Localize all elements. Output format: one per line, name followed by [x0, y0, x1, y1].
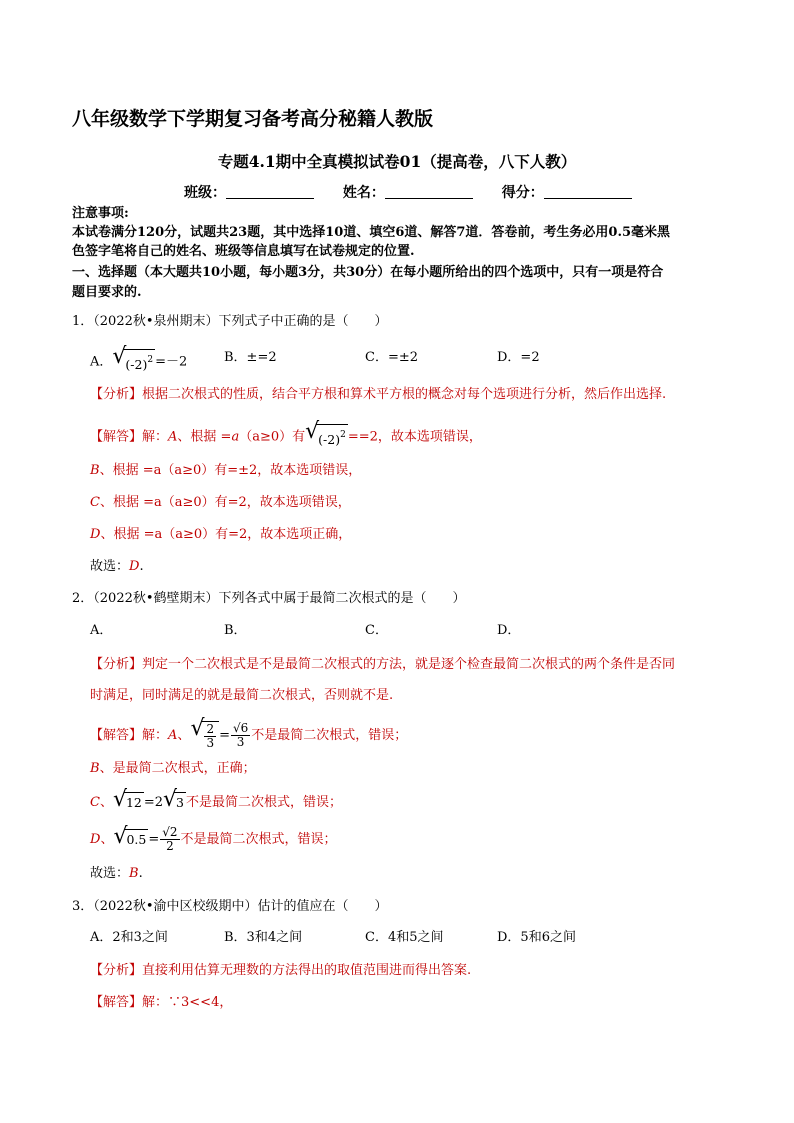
exam-subtitle: 专题4.1期中全真模拟试卷01（提高卷，八下人教）: [217, 152, 577, 171]
q3-option-c[interactable]: C．4和5之间: [365, 930, 444, 945]
section-heading-line-1: 一、选择题（本大题共10小题，每小题3分，共30分）在每小题所给出的四个选项中，只有一项是符合: [72, 265, 664, 280]
score-label: 得分：: [501, 185, 544, 201]
q3-analysis: 【分析】直接利用估算无理数的方法得出的取值范围进而得出答案.: [90, 963, 472, 978]
q2-option-c[interactable]: C．: [365, 623, 388, 638]
q3-stem: 3．（2022秋•渝中区校级期中）估计的值应在（ ）: [72, 899, 388, 914]
q1-stem: 1．（2022秋•泉州期末）下列式子中正确的是（ ）: [72, 314, 388, 329]
section-heading-line-2: 题目要求的.: [72, 285, 142, 300]
notice-line-2: 色签字笔将自己的姓名、班级等信息填写在试卷规定的位置.: [72, 244, 415, 259]
q2-analysis-line-1: 【分析】判定一个二次根式是不是最简二次根式的方法，就是逐个检查最简二次根式的两个条件是否同: [90, 657, 676, 672]
notice-line-1: 本试卷满分120分，试题共23题，其中选择10道、填空6道、解答7道．答卷前，考生务必用0.5毫米黑: [72, 225, 671, 240]
q2-stem: 2．（2022秋•鹤壁期末）下列各式中属于最简二次根式的是（ ）: [72, 591, 466, 606]
q2-analysis-line-2: 时满足，同时满足的就是最简二次根式，否则就不是.: [90, 688, 394, 703]
answer-tag: 【解答】: [90, 429, 143, 445]
class-label: 班级：: [184, 185, 226, 201]
q3-answer: 【解答】解：∵3<<4，: [90, 995, 233, 1010]
student-info-row: [184, 182, 656, 202]
q3-option-d[interactable]: D．5和6之间: [497, 930, 576, 945]
q2-answer-d: D、 √ 0.5 = $\frac{√2}{2}$ 不是最简二次根式，错误；: [90, 824, 337, 853]
q3-option-b[interactable]: B．3和4之间: [224, 930, 303, 945]
name-label: 姓名：: [342, 185, 385, 201]
q2-answer-c: C、 √ 12 =2 √ 3 不是最简二次根式，错误；: [90, 787, 343, 812]
q2-answer-a: 【解答】解：A、 √ $\frac{2}{3}$ = $\frac{√6}{3}$ 不是最简二次根式，错误；: [90, 716, 408, 750]
q1-option-a[interactable]: A． √ $(-2)^2 =-2$: [90, 349, 187, 375]
q1-answer-d: D、根据 =a（a≥0）有=2，故本选项正确，: [90, 527, 352, 542]
q2-option-d[interactable]: D．: [497, 623, 521, 638]
q1-answer-b: B、根据 =a（a≥0）有=±2，故本选项错误，: [90, 463, 362, 478]
q3-option-a[interactable]: A．2和3之间: [90, 930, 168, 945]
q1-analysis: 【分析】根据二次根式的性质，结合平方根和算术平方根的概念对每个选项进行分析，然后作出选择.: [90, 387, 667, 402]
document-title: 八年级数学下学期复习备考高分秘籍人教版: [72, 108, 434, 130]
notice-title: 注意事项:: [72, 206, 129, 221]
q2-option-a[interactable]: A．: [90, 623, 113, 638]
q1-option-a-radical: √ $(-2)^2$: [112, 344, 154, 372]
name-blank[interactable]: [385, 184, 473, 199]
q1-option-c[interactable]: C．=±2: [365, 350, 419, 365]
q2-choose: 故选：B.: [90, 866, 143, 881]
class-blank[interactable]: [226, 184, 314, 199]
q1-answer-c: C、根据 =a（a≥0）有=2，故本选项错误，: [90, 495, 351, 510]
q1-answer-a: 【解答】解：A、根据 =a（a≥0）有 √ $(-2)^2 ==2$，故本选项错误，: [90, 419, 482, 447]
q1-option-b[interactable]: B．±=2: [224, 350, 277, 365]
analysis-tag: 【分析】: [90, 387, 143, 402]
score-blank[interactable]: [544, 184, 632, 199]
q1-option-d[interactable]: D．=2: [497, 350, 540, 365]
q2-answer-b: B、是最简二次根式，正确；: [90, 761, 256, 776]
q1-choose: 故选：D.: [90, 559, 144, 574]
q2-option-b[interactable]: B．: [224, 623, 247, 638]
